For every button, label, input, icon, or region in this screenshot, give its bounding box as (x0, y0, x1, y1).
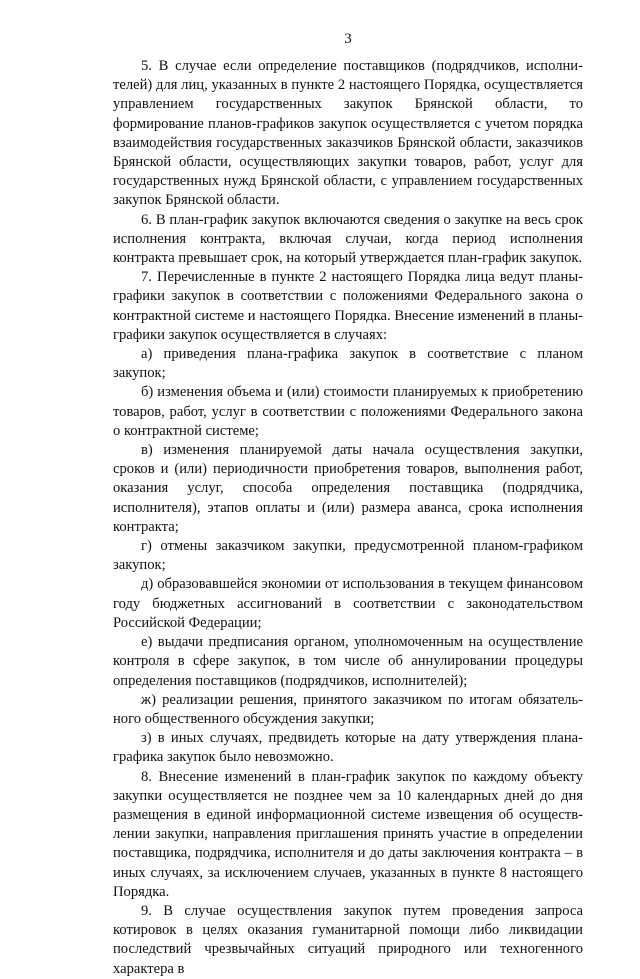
list-item-a: а) приведения плана-графика закупок в соответствие с планом закупок; (113, 346, 583, 382)
paragraph-6: 6. В план-график закупок включаются сведения о закупке на весь срок исполнения контракта, включая случаи, когда период исполнения контракта превышает срок, на который утверждается план-график закупок. (113, 211, 583, 267)
paragraph-9: 9. В случае осуществления закупок путем проведения запроса котировок в целях оказания гуманитарной помощи либо ликвидации последствий чрезвычайных ситуаций природного или техногенного характера в (113, 902, 583, 977)
list-item-d: д) образовавшейся экономии от использования в текущем финансовом году бюджетных ассигнований в соответствии с законодательством Российской Федерации; (113, 576, 583, 631)
list-item-v: в) изменения планируемой даты начала осуществления закупки, сроков и (или) периодичности приобретения товаров, выполнения работ, оказания услуг, способа определения поставщика (подрядчика, исполнителя), этапов оплаты и (или) размера аванса, срока исполнения контракта; (113, 442, 583, 535)
paragraph-7: 7. Перечисленные в пункте 2 настоящего Порядка лица ведут планы-графики закупок в соответствии с положениями Федерального закона о контрактной системе и настоящего Порядка. Внесение изменений в планы-графики закупок осуществляется в случаях: (113, 269, 583, 343)
page-number: 3 (344, 31, 352, 47)
list-item-b: б) изменения объема и (или) стоимости планируемых к приобретению товаров, работ, услуг в соответствии с положениями Федерального закона о контрактной системе; (113, 384, 583, 439)
list-item-z: з) в иных случаях, предвидеть которые на дату утверждения плана-графика закупок было невозможно. (113, 730, 583, 766)
paragraph-5: 5. В случае если определение поставщиков (подрядчиков, исполнителей) для лиц, указанных в пункте 2 настоящего Порядка, осуществляется управлением государственных закупок Брянской области, то формирование планов-графиков закупок осуществляется с учетом порядка взаимодействия государственных заказчиков Брянской области, заказчиков Брянской области, осуществляющих закупки товаров, работ, услуг для государственных нужд Брянской области, с управлением государственных закупок Брянской области. (113, 58, 583, 209)
list-item-e: е) выдачи предписания органом, уполномоченным на осуществление контроля в сфере закупок, в том числе об аннулировании процедуры определения поставщиков (подрядчиков, исполнителей); (113, 634, 583, 689)
list-item-g: г) отмены заказчиком закупки, предусмотренной планом-графиком закупок; (113, 538, 583, 574)
paragraph-8: 8. Внесение изменений в план-график закупок по каждому объекту закупки осуществляется не позднее чем за 10 календарных дней до дня размещения в единой информационной системе извещения об осуществлении закупки, направления приглашения принять участие в определении поставщика, подрядчика, исполнителя и до даты заключения контракта – в иных случаях, за исключением случаев, указанных в пункте 8 настоящего Порядка. (113, 768, 583, 900)
document-body (113, 57, 583, 979)
list-item-zh: ж) реализации решения, принятого заказчиком по итогам обязательного общественного обсуждения закупки; (113, 691, 583, 727)
